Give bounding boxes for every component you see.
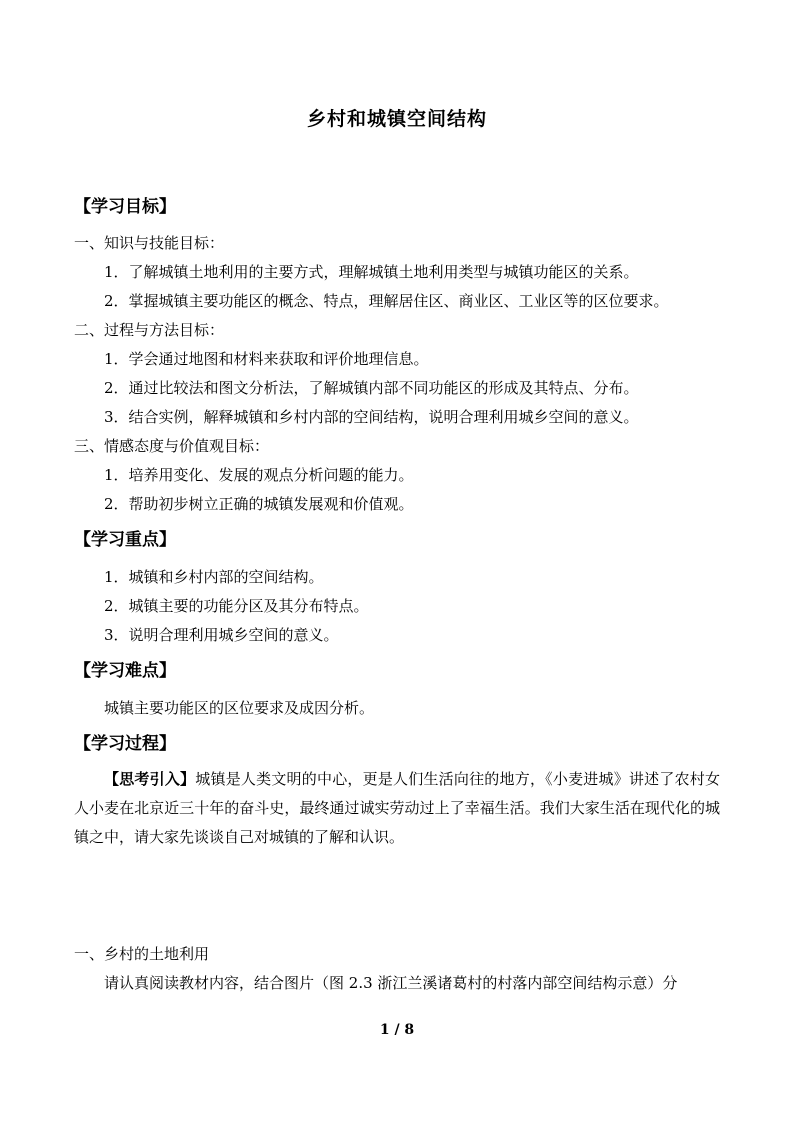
page-title: 乡村和城镇空间结构 bbox=[306, 108, 487, 130]
attitude-item-2: 2．帮助初步树立正确的城镇发展观和价值观。 bbox=[104, 495, 414, 513]
process-item-1: 1．学会通过地图和材料来获取和评价地理信息。 bbox=[104, 350, 429, 368]
difficulties-heading: 【学习难点】 bbox=[74, 661, 176, 681]
intro-tag: 【思考引入】 bbox=[104, 770, 196, 788]
attitude-label: 三、情感态度与价值观目标： bbox=[74, 437, 270, 455]
process-item-2: 2．通过比较法和图文分析法，了解城镇内部不同功能区的形成及其特点、分布。 bbox=[104, 379, 639, 397]
key-point-3: 3．说明合理利用城乡空间的意义。 bbox=[104, 626, 339, 644]
rural-land-use-text: 请认真阅读教材内容，结合图片（图 2.3 浙江兰溪诸葛村的村落内部空间结构示意）分 bbox=[104, 974, 678, 992]
intro-paragraph bbox=[74, 765, 720, 852]
rural-land-use-heading: 一、乡村的土地利用 bbox=[74, 945, 210, 963]
difficulty-text: 城镇主要功能区的区位要求及成因分析。 bbox=[104, 699, 375, 717]
process-heading: 【学习过程】 bbox=[74, 734, 176, 754]
key-point-2: 2．城镇主要的功能分区及其分布特点。 bbox=[104, 597, 369, 615]
knowledge-item-1: 1．了解城镇土地利用的主要方式，理解城镇土地利用类型与城镇功能区的关系。 bbox=[104, 263, 639, 281]
objectives-heading: 【学习目标】 bbox=[74, 197, 176, 217]
key-point-1: 1．城镇和乡村内部的空间结构。 bbox=[104, 568, 324, 586]
process-label: 二、过程与方法目标： bbox=[74, 321, 225, 339]
attitude-item-1: 1．培养用变化、发展的观点分析问题的能力。 bbox=[104, 466, 414, 484]
page-number: 1 / 8 bbox=[379, 1022, 415, 1038]
intro-text: 城镇是人类文明的中心，更是人们生活向往的地方，《小麦进城》讲述了农村女人小麦在北京近三十年的奋斗史，最终通过诚实劳动过上了幸福生活。我们大家生活在现代化的城镇之中，请大家先谈谈自己对城镇的了解和认识。 bbox=[74, 770, 720, 846]
key-points-heading: 【学习重点】 bbox=[74, 530, 176, 550]
knowledge-label: 一、知识与技能目标： bbox=[74, 234, 225, 252]
knowledge-item-2: 2．掌握城镇主要功能区的概念、特点，理解居住区、商业区、工业区等的区位要求。 bbox=[104, 292, 669, 310]
process-item-3: 3．结合实例，解释城镇和乡村内部的空间结构，说明合理利用城乡空间的意义。 bbox=[104, 408, 639, 426]
